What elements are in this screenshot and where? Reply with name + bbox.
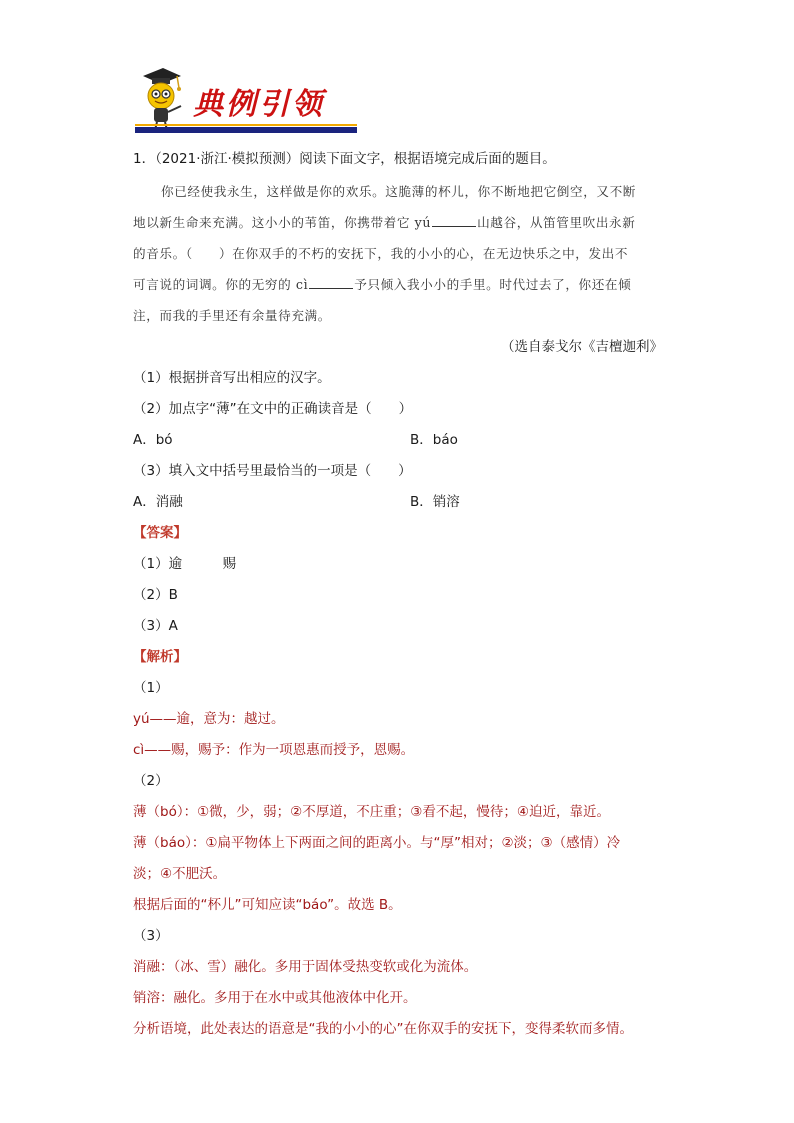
analysis-part-3: （3） (133, 928, 169, 944)
mascot-graduate-icon (137, 66, 185, 132)
question-heading (133, 150, 556, 168)
option-b: B．销溶 (410, 494, 460, 510)
passage-line-4 (133, 276, 631, 294)
sub-question-3-options (133, 493, 663, 511)
passage-line-2-a: 地以新生命来充满。这小小的苇笛，你携带着它 yú (133, 215, 432, 230)
analysis-bo: 薄（bó）：①微，少，弱；②不厚道，不庄重；③看不起，慢待；④迫近，靠近。 (133, 804, 610, 820)
analysis-yu: yú——逾，意为：越过。 (133, 711, 285, 727)
option-a: A．消融 (133, 494, 183, 510)
question-prompt: 阅读下面文字，根据语境完成后面的题目。 (299, 151, 556, 167)
passage-line-2-b: 山越谷，从笛管里吹出永新 (477, 215, 636, 230)
analysis-ci: cì——赐，赐予：作为一项恩惠而授予，恩赐。 (133, 742, 415, 758)
passage-line-4-b: 予只倾入我小小的手里。时代过去了，你还在倾 (354, 277, 632, 292)
passage-citation: （选自泰戈尔《吉檀迦利》 (501, 339, 663, 355)
option-a: A．bó (133, 432, 173, 448)
analysis-xiaorong-2: 销溶：融化。多用于在水中或其他液体中化开。 (133, 990, 417, 1006)
analysis-bao-1: 薄（báo）：①扁平物体上下两面之间的距离小。与“厚”相对；②淡；③（感情）冷 (133, 835, 621, 851)
blank-ci (309, 276, 353, 289)
answer-3: （3）A (133, 618, 178, 634)
answer-1: （1）逾 赐 (133, 556, 237, 572)
header-title: 典例引领 (193, 87, 325, 122)
sub-question-3: （3）填入文中括号里最恰当的一项是（ ） (133, 463, 412, 479)
passage-line-5: 注，而我的手里还有余量待充满。 (133, 308, 331, 323)
analysis-label: 【解析】 (133, 649, 187, 665)
sub-question-2: （2）加点字“薄”在文中的正确读音是（ ） (133, 401, 413, 417)
analysis-final: 分析语境，此处表达的语意是“我的小小的心”在你双手的安抚下，变得柔软而多情。 (133, 1021, 633, 1037)
analysis-bao-2: 淡；④不肥沃。 (133, 866, 227, 882)
question-source: （2021·浙江·模拟预测） (155, 151, 300, 167)
header-accent-line (135, 124, 357, 126)
passage-line-4-a: 可言说的词调。你的无穷的 cì (133, 277, 309, 292)
answer-2: （2）B (133, 587, 178, 603)
analysis-part-1: （1） (133, 680, 169, 696)
analysis-xiaorong: 消融：（冰、雪）融化。多用于固体受热变软或化为流体。 (133, 959, 478, 975)
header-underline (135, 127, 357, 133)
question-number: 1． (133, 151, 156, 167)
sub-question-1: （1）根据拼音写出相应的汉字。 (133, 370, 331, 386)
passage-line-1: 你已经使我永生，这样做是你的欢乐。这脆薄的杯儿，你不断地把它倒空，又不断 (161, 184, 636, 199)
option-b: B．báo (410, 432, 458, 448)
analysis-part-2: （2） (133, 773, 169, 789)
analysis-conclusion: 根据后面的“杯儿”可知应读“báo”。故选 B。 (133, 897, 402, 913)
passage-line-3: 的音乐。（ ）在你双手的不朽的安抚下，我的小小的心，在无边快乐之中，发出不 (133, 246, 629, 261)
blank-yu (432, 214, 476, 227)
answer-label: 【答案】 (133, 525, 187, 541)
sub-question-2-options (133, 431, 663, 449)
section-header (135, 66, 360, 136)
passage-line-2 (133, 214, 635, 232)
